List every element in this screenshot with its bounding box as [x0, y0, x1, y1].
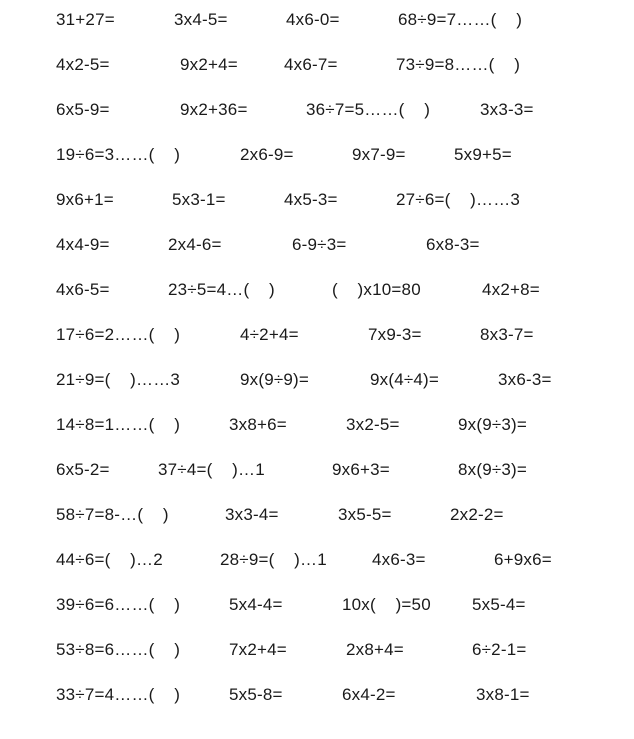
problem: 2x6-9=: [240, 145, 294, 164]
problem: 3x5-5=: [338, 505, 392, 524]
problem: 2x2-2=: [450, 505, 504, 524]
problem: 5x4-4=: [229, 595, 283, 614]
problem: 2x4-6=: [168, 235, 222, 254]
problem-row-1: [0, 5, 634, 35]
problem: 4x6-5=: [56, 280, 110, 299]
problem: 3x4-5=: [174, 10, 228, 29]
problem: 14÷8=1……( ): [56, 415, 181, 434]
problem: 5x5-4=: [472, 595, 526, 614]
problem: ( )x10=80: [332, 280, 421, 299]
problem: 6+9x6=: [494, 550, 552, 569]
problem: 44÷6=( )…2: [56, 550, 163, 569]
problem: 4x5-3=: [284, 190, 338, 209]
problem: 9x6+3=: [332, 460, 390, 479]
problem: 9x(9÷3)=: [458, 415, 528, 434]
problem-row-9: [0, 365, 634, 395]
problem: 6x5-9=: [56, 100, 110, 119]
problem-row-8: [0, 320, 634, 350]
problem-row-7: [0, 275, 634, 305]
problem: 3x2-5=: [346, 415, 400, 434]
problem-row-13: [0, 545, 634, 575]
problem: 5x9+5=: [454, 145, 512, 164]
problem: 4x2-5=: [56, 55, 110, 74]
problem: 9x2+4=: [180, 55, 238, 74]
problem: 68÷9=7……( ): [398, 10, 523, 29]
problem: 33÷7=4……( ): [56, 685, 181, 704]
problem-row-6: [0, 230, 634, 260]
problem: 23÷5=4…( ): [168, 280, 275, 299]
problem: 4x6-3=: [372, 550, 426, 569]
problem: 8x(9÷3)=: [458, 460, 528, 479]
problem-row-14: [0, 590, 634, 620]
problem: 73÷9=8……( ): [396, 55, 521, 74]
problem-row-11: [0, 455, 634, 485]
problem: 9x(9÷9)=: [240, 370, 310, 389]
problem-row-3: [0, 95, 634, 125]
problem: 7x2+4=: [229, 640, 287, 659]
problem: 37÷4=( )…1: [158, 460, 265, 479]
problem-row-5: [0, 185, 634, 215]
problem: 31+27=: [56, 10, 115, 29]
problem: 28÷9=( )…1: [220, 550, 327, 569]
problem-row-4: [0, 140, 634, 170]
problem: 6-9÷3=: [292, 235, 347, 254]
problem: 2x8+4=: [346, 640, 404, 659]
problem: 8x3-7=: [480, 325, 534, 344]
problem: 4x6-7=: [284, 55, 338, 74]
problem: 5x5-8=: [229, 685, 283, 704]
problem-row-2: [0, 50, 634, 80]
problem: 4÷2+4=: [240, 325, 299, 344]
problem: 58÷7=8-…( ): [56, 505, 169, 524]
problem: 6x5-2=: [56, 460, 110, 479]
problem: 27÷6=( )……3: [396, 190, 521, 209]
problem: 3x8-1=: [476, 685, 530, 704]
problem: 9x7-9=: [352, 145, 406, 164]
problem: 3x3-3=: [480, 100, 534, 119]
problem: 39÷6=6……( ): [56, 595, 181, 614]
problem: 6x8-3=: [426, 235, 480, 254]
problem: 3x8+6=: [229, 415, 287, 434]
problem: 9x(4÷4)=: [370, 370, 440, 389]
problem: 3x3-4=: [225, 505, 279, 524]
problem: 4x4-9=: [56, 235, 110, 254]
problem: 36÷7=5……( ): [306, 100, 431, 119]
problem: 17÷6=2……( ): [56, 325, 181, 344]
problem: 6x4-2=: [342, 685, 396, 704]
problem: 7x9-3=: [368, 325, 422, 344]
problem: 9x6+1=: [56, 190, 114, 209]
problem-row-10: [0, 410, 634, 440]
problem: 5x3-1=: [172, 190, 226, 209]
problem-row-12: [0, 500, 634, 530]
problem: 10x( )=50: [342, 595, 431, 614]
problem: 4x2+8=: [482, 280, 540, 299]
problem-row-15: [0, 635, 634, 665]
problem-row-16: [0, 680, 634, 710]
problem: 3x6-3=: [498, 370, 552, 389]
problem: 9x2+36=: [180, 100, 248, 119]
problem: 6÷2-1=: [472, 640, 527, 659]
problem: 4x6-0=: [286, 10, 340, 29]
problem: 21÷9=( )……3: [56, 370, 181, 389]
problem: 53÷8=6……( ): [56, 640, 181, 659]
problem: 19÷6=3……( ): [56, 145, 181, 164]
